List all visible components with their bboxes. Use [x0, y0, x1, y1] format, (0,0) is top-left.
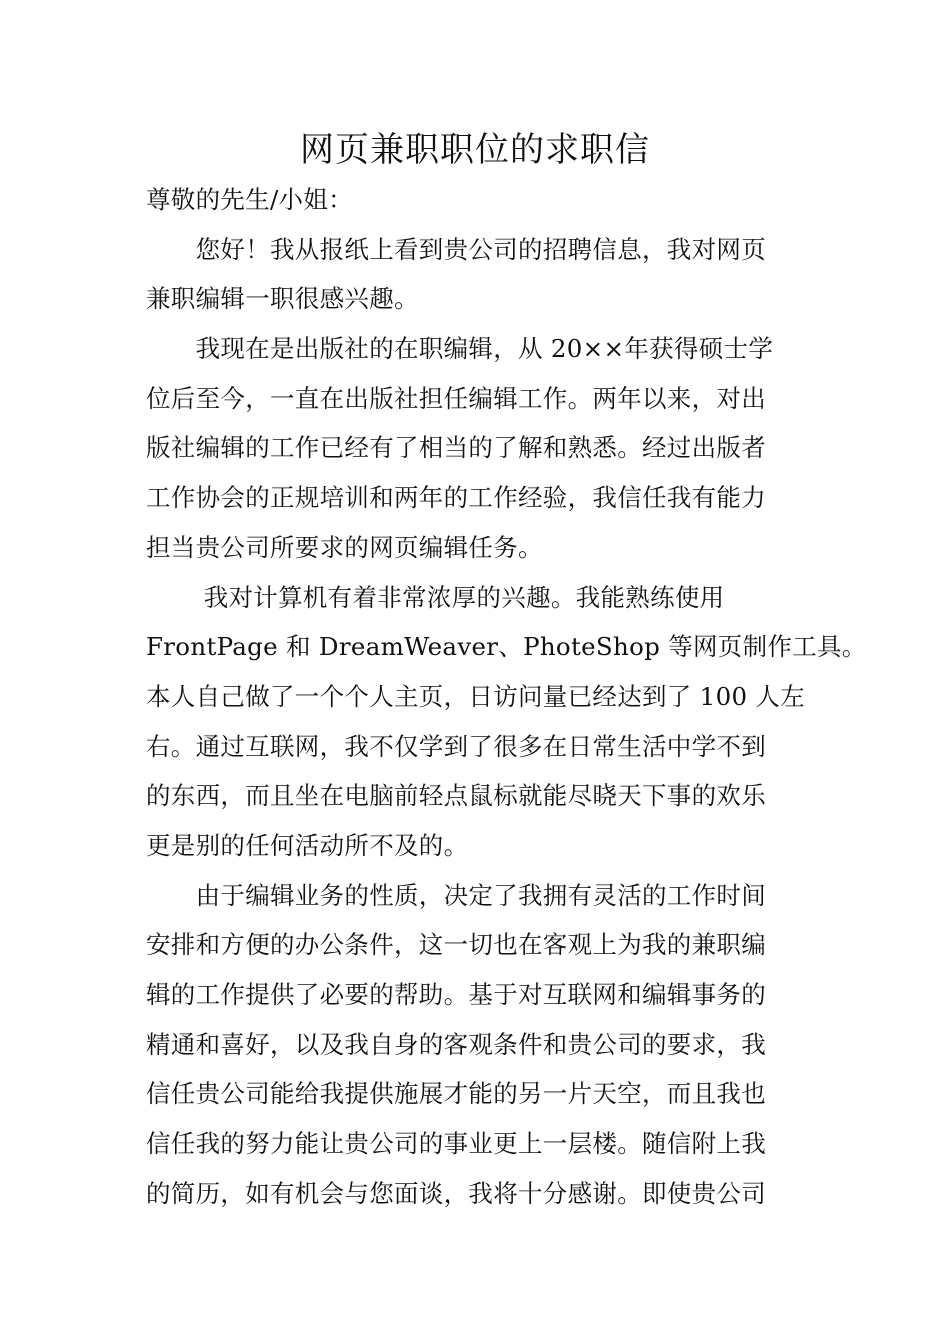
text-line: 信任我的努力能让贵公司的事业更上一层楼。随信附上我: [146, 1129, 766, 1159]
text-line: 由于编辑业务的性质，决定了我拥有灵活的工作时间: [146, 880, 766, 910]
text-line: 精通和喜好，以及我自身的客观条件和贵公司的要求，我: [146, 1029, 766, 1059]
text-line: 本人自己做了一个个人主页，日访问量已经达到了 100 人左: [146, 681, 806, 711]
paragraph-3: [146, 573, 867, 871]
text-line: 位后至今，一直在出版社担任编辑工作。两年以来，对出: [146, 383, 766, 413]
text-line: 我现在是出版社的在职编辑，从 20××年获得硕士学: [146, 334, 774, 364]
text-line: 版社编辑的工作已经有了相当的了解和熟悉。经过出版者: [146, 433, 766, 463]
text-line: 的东西，而且坐在电脑前轻点鼠标就能尽晓天下事的欢乐: [146, 781, 766, 811]
text-line: 更是别的任何活动所不及的。: [146, 830, 469, 860]
text-line: 您好！我从报纸上看到贵公司的招聘信息，我对网页: [146, 234, 766, 264]
text-line: 安排和方便的办公条件，这一切也在客观上为我的兼职编: [146, 930, 766, 960]
paragraph-2: [146, 324, 810, 572]
letter-body: [146, 175, 867, 1218]
text-line: 辑的工作提供了必要的帮助。基于对互联网和编辑事务的: [146, 980, 766, 1009]
text-line: 的简历，如有机会与您面谈，我将十分感谢。即使贵公司: [146, 1178, 766, 1208]
paragraph-4: [146, 871, 810, 1219]
text-line: 信任贵公司能给我提供施展才能的另一片天空，而且我也: [146, 1079, 766, 1109]
text-line: FrontPage 和 DreamWeaver、PhoteShop 等网页制作工具。: [146, 632, 867, 662]
salutation: 尊敬的先生/小姐：: [146, 185, 353, 214]
text-line: 我对计算机有着非常浓厚的兴趣。我能熟练使用: [146, 582, 725, 612]
text-line: 右。通过互联网，我不仅学到了很多在日常生活中学不到: [146, 731, 766, 761]
text-line: 工作协会的正规培训和两年的工作经验，我信任我有能力: [146, 483, 766, 513]
paragraph-1: [146, 225, 810, 324]
text-line: 兼职编辑一职很感兴趣。: [146, 284, 419, 314]
text-line: 担当贵公司所要求的网页编辑任务。: [146, 532, 543, 562]
document-title: 网页兼职职位的求职信: [300, 130, 650, 170]
